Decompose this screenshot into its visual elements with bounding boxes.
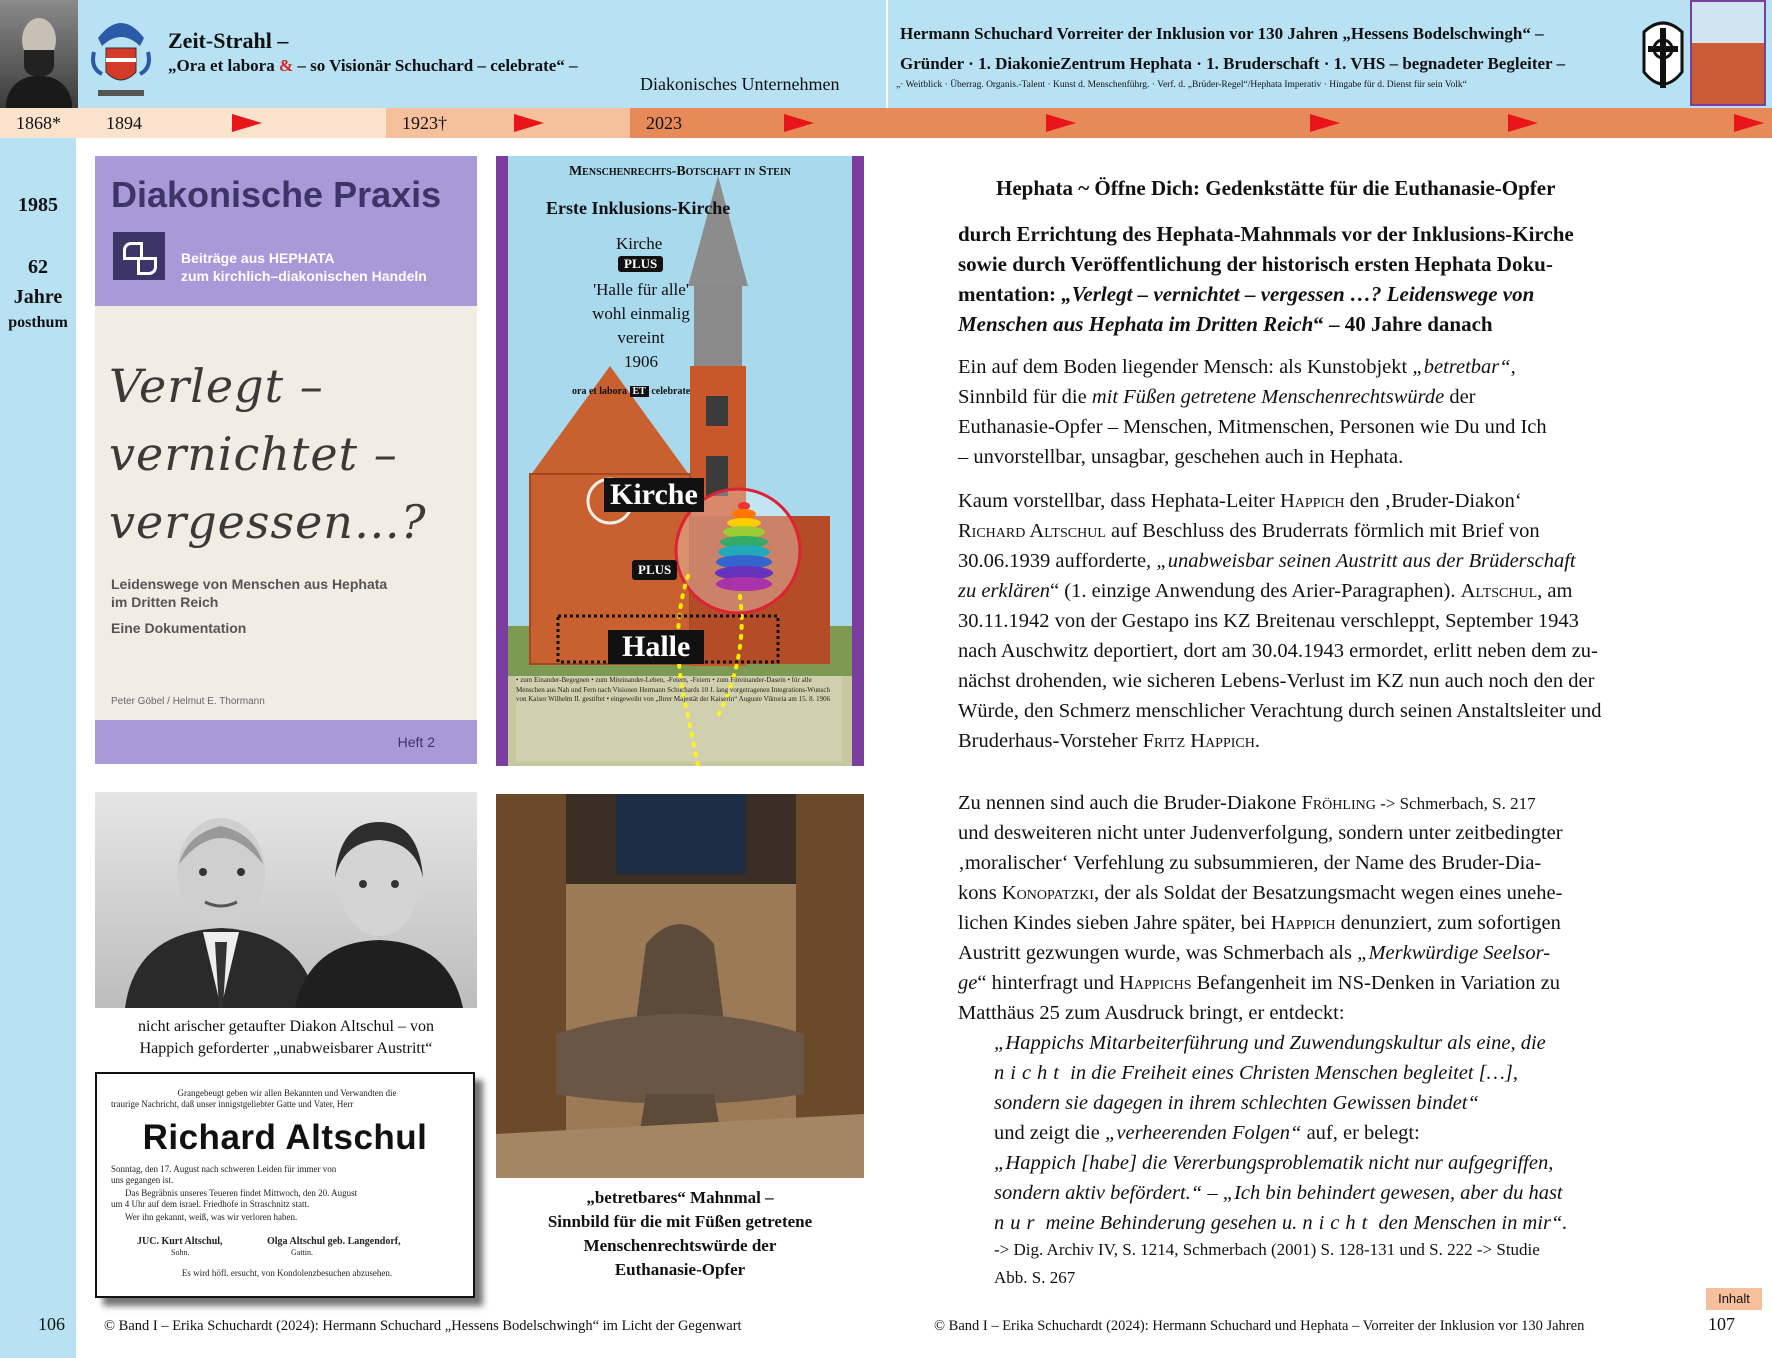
monument-caption-line3: Menschenrechtswürde der	[583, 1236, 777, 1255]
header-right-line1: Hermann Schuchard Vorreiter der Inklusion vor 130 Jahren „Hessens Bodelschwingh“ –	[900, 24, 1544, 43]
book-series-title: Diakonische Praxis	[111, 174, 442, 215]
age-number: 62	[28, 256, 48, 278]
heading-line3: mentation: „Verlegt – vernichtet – vergessen …? Leidenswege von	[958, 282, 1535, 306]
para2-line6: nach Auschwitz deportiert, dort am 30.04.1943 ermordet, erlitt neben dem zu-	[958, 640, 1598, 662]
poster-kirche: Kirche	[616, 234, 663, 253]
poster-heading: Menschenrechts-Botschaft in Stein	[568, 164, 792, 179]
monument-caption-line1: „betretbares“ Mahnmal –	[586, 1188, 774, 1207]
page-number-right: 107	[1708, 1314, 1735, 1334]
para3-line7: ge“ hinterfragt und Happichs Befangenheit im NS-Denken in Variation zu	[958, 972, 1561, 994]
quote-line4: und zeigt die „verheerenden Folgen“ auf, er belegt:	[994, 1122, 1420, 1144]
year-label: 1985	[18, 194, 58, 216]
poster-halle-label: Halle	[608, 630, 704, 664]
footer-credit-right: © Band I – Erika Schuchardt (2024): Hermann Schuchard und Hephata – Vorreiter der Inklusion vor 130 Jahren	[934, 1318, 1585, 1334]
altschul-couple-photo	[95, 792, 477, 1008]
reference-line1: -> Dig. Archiv IV, S. 1214, Schmerbach (2001) S. 128-131 und S. 222 -> Studie	[994, 1240, 1540, 1259]
para3-line8: Matthäus 25 zum Ausdruck bringt, er entdeckt:	[958, 1002, 1345, 1024]
book-cover-image	[95, 156, 477, 764]
poster-line3: 'Halle für alle'	[593, 280, 689, 299]
schuchard-portrait	[0, 0, 78, 108]
timeline-arrow-icon	[784, 114, 814, 132]
timeline-arrow-icon	[1046, 114, 1076, 132]
book-desc-line1: Leidenswege von Menschen aus Hephata	[111, 576, 388, 592]
book-sub-line1: Beiträge aus HEPHATA	[181, 250, 335, 266]
hephata-cross-icon	[1640, 20, 1686, 96]
para2-line9: Bruderhaus-Vorsteher Fritz Happich.	[958, 730, 1260, 752]
para3-line6: Austritt gezwungen wurde, was Schmerbach als „Merkwürdige Seelsor-	[958, 942, 1551, 964]
para3-line4: kons Konopatzki, der als Soldat der Besatzungsmacht wegen eines unehe-	[958, 882, 1563, 904]
quote-line5: „Happich [habe] die Vererbungsproblematik nicht nur aufgegriffen,	[994, 1152, 1554, 1174]
death-notice-image: Grangebeugt geben wir allen Bekannten und Verwandten die traurige Nachricht, daß unser innigstgeliebter Gatte und Vater, Herr Richard Altschul Sonntag, den 17. August nach schweren Leiden für immer von uns gegangen ist. Das Begräbnis unseres Teueren findet Mittwoch, den 20. August um 4 Uhr auf dem israel. Friedhofe in Straschnitz statt. Wer ihn gekannt, weiß, was wir verloren haben. JUC. Kurt Altschul, Sohn. Olga Altschul geb. Langendorf, Gattin. Es wird höfl. ersucht, von Kondolenzbesuchen abzusehen.	[95, 1072, 475, 1298]
header-title: Zeit-Strahl –	[168, 28, 289, 53]
para2-line5: 30.11.1942 von der Gestapo ins KZ Breitenau verschleppt, September 1943	[958, 610, 1579, 632]
poster-side-left: 100 Jahre Kirche in Hephata 1906–2006	[496, 441, 505, 571]
section-title: Hephata ~ Öffne Dich: Gedenkstätte für die Euthanasie-Opfer	[996, 176, 1556, 200]
header-right-line2: Gründer · 1. DiakonieZentrum Hephata · 1. Bruderschaft · 1. VHS – begnadeter Begleiter –	[900, 54, 1566, 73]
footer-credit-left: © Band I – Erika Schuchardt (2024): Hermann Schuchard „Hessens Bodelschwingh“ im Licht der Gegenwart	[104, 1318, 742, 1334]
timeline-1894: 1894	[90, 108, 386, 138]
para1-line3: Euthanasie-Opfer – Menschen, Mitmenschen, Personen wie Du und Ich	[958, 416, 1547, 438]
quote-line6: sondern aktiv befördert.“ – „Ich bin behindert gewesen, aber du hast	[994, 1182, 1563, 1204]
poster-ora-et-labora: ora et labora ET celebrate	[572, 386, 691, 397]
para2-line8: Würde, den Schmerz menschlicher Verachtung durch seinen Anstaltsleiter und	[958, 700, 1602, 722]
left-year-column	[0, 138, 76, 1358]
para3-line3: ‚moralischer‘ Verfehlung zu subsummieren, der Name des Bruder-Dia-	[958, 852, 1542, 874]
para2-line2: Richard Altschul auf Beschluss des Bruderrats förmlich mit Brief von	[958, 520, 1540, 542]
heading-line1: durch Errichtung des Hephata-Mahnmals vor der Inklusions-Kirche	[958, 222, 1574, 246]
book-main-title: Verlegt – vernichtet – vergessen…?	[109, 359, 427, 549]
timeline-1868: 1868*	[0, 108, 90, 138]
mini-cover-image	[1690, 0, 1766, 106]
inhalt-button[interactable]: Inhalt	[1706, 1288, 1762, 1310]
timeline-arrow-icon	[1310, 114, 1340, 132]
quote-line7: nur meine Behinderung gesehen u. nicht den Menschen in mir“.	[994, 1212, 1568, 1234]
header-right-line3: „· Weitblick · Überrag. Organis.-Talent · Kunst d. Menschenführg. · Verf. d. „Brüder-Regel“/Hephata Imperativ · Hingabe für d. Dienst für sein Volk“	[896, 80, 1467, 90]
reference-line2: Abb. S. 267	[994, 1268, 1076, 1287]
para2-line4: zu erklären“ (1. einzige Anwendung des Arier-Paragraphen). Altschul, am	[958, 580, 1573, 602]
timeline-2023: 2023	[630, 108, 1772, 138]
poster-side-right: Erste Inklusions-Kirche Kirche Plus 'Halle für alle'	[855, 424, 864, 588]
book-desc-line2: im Dritten Reich	[111, 594, 219, 610]
heading-line2: sowie durch Veröffentlichung der historisch ersten Hephata Doku-	[958, 252, 1553, 276]
book-heft: Heft 2	[397, 734, 435, 750]
timeline-arrow-icon	[1734, 114, 1764, 132]
header-unternehmen: Diakonisches Unternehmen	[640, 74, 840, 94]
poster-year: 1906	[624, 352, 658, 371]
poster-small-text: • zum Einander-Begegnen • zum Miteinander-Leben, -Feiern, -Feiern • zum Füreinander-Dasein • für alle Menschen aus Nah und Fern nach Visionen Hermann Schuchards 10 J. lang vorgetragenen Integrations-Wunsch von Kaiser Wilhelm II. gestiftet • eingeweiht von „Ihrer Majestät der Kaiserin“ Auguste Viktoria am 15. 8. 1906	[516, 676, 842, 762]
monument-caption-line4: Euthanasie-Opfer	[614, 1260, 746, 1279]
para1-line4: – unvorstellbar, unsagbar, geschehen auch in Hephata.	[958, 446, 1404, 468]
couple-caption-line1: nicht arischer getaufter Diakon Altschul – von	[138, 1018, 434, 1035]
age-word: Jahre	[13, 286, 63, 308]
heading-line4: Menschen aus Hephata im Dritten Reich“ – 40 Jahre danach	[958, 312, 1493, 336]
poster-kirche-label: Kirche	[604, 478, 704, 512]
church-poster-image	[496, 156, 864, 766]
posthum-label: posthum	[8, 314, 68, 331]
para1-line2: Sinnbild für die mit Füßen getretene Menschenrechtswürde der	[958, 386, 1476, 408]
church-illustration	[508, 156, 852, 766]
book-sub-line2: zum kirchlich–diakonischen Handeln	[181, 268, 427, 284]
quote-line2: nicht in die Freiheit eines Christen Menschen begleitet […],	[994, 1062, 1518, 1084]
coat-of-arms-icon	[88, 8, 154, 102]
poster-plus-label: PLUS	[632, 560, 677, 580]
poster-line4: wohl einmalig	[592, 304, 690, 323]
timeline-1923: 1923†	[386, 108, 630, 138]
para3-line2: und desweiteren nicht unter Judenverfolgung, sondern unter zeitbedingter	[958, 822, 1563, 844]
para2-line1: Kaum vorstellbar, dass Hephata-Leiter Happich den ‚Bruder-Diakon‘	[958, 490, 1522, 512]
para3-line5: lichen Kindes sieben Jahre später, bei Happich denunziert, zum sofortigen	[958, 912, 1561, 934]
quote-line3: sondern sie dagegen in ihrem schlechten Gewissen bindet“	[994, 1092, 1479, 1114]
poster-plus-badge: PLUS	[618, 256, 663, 272]
notice-name: Richard Altschul	[142, 1118, 428, 1157]
page-header	[0, 0, 1772, 108]
poster-title: Erste Inklusions-Kirche	[546, 198, 731, 218]
page-number-left: 106	[38, 1314, 65, 1334]
para3-line1: Zu nennen sind auch die Bruder-Diakone Fröhling -> Schmerbach, S. 217	[958, 792, 1536, 814]
monument-caption-line2: Sinnbild für die mit Füßen getretene	[547, 1212, 813, 1231]
hephata-logo-icon	[113, 232, 165, 280]
timeline-arrow-icon	[232, 114, 262, 132]
book-desc-line3: Eine Dokumentation	[111, 620, 247, 636]
para1-line1: Ein auf dem Boden liegender Mensch: als Kunstobjekt „betretbar“,	[958, 356, 1516, 378]
poster-line5: vereint	[617, 328, 665, 347]
timeline-arrow-icon	[514, 114, 544, 132]
quote-line1: „Happichs Mitarbeiterführung und Zuwendungskultur als eine, die	[994, 1032, 1546, 1054]
para2-line3: 30.06.1939 aufforderte, „unabweisbar seinen Austritt aus der Brüderschaft	[958, 550, 1576, 572]
header-subtitle: „Ora et labora & – so Visionär Schuchard – celebrate“ –	[168, 56, 578, 75]
timeline-arrow-icon	[1508, 114, 1538, 132]
mahnmal-photo	[496, 794, 864, 1178]
para2-line7: nächst drohenden, wie sicheren Lebens-Verlust im KZ nun auch noch den der	[958, 670, 1595, 692]
book-authors: Peter Göbel / Helmut E. Thormann	[111, 696, 265, 707]
couple-caption-line2: Happich geforderter „unabweisbarer Austritt“	[139, 1040, 433, 1057]
